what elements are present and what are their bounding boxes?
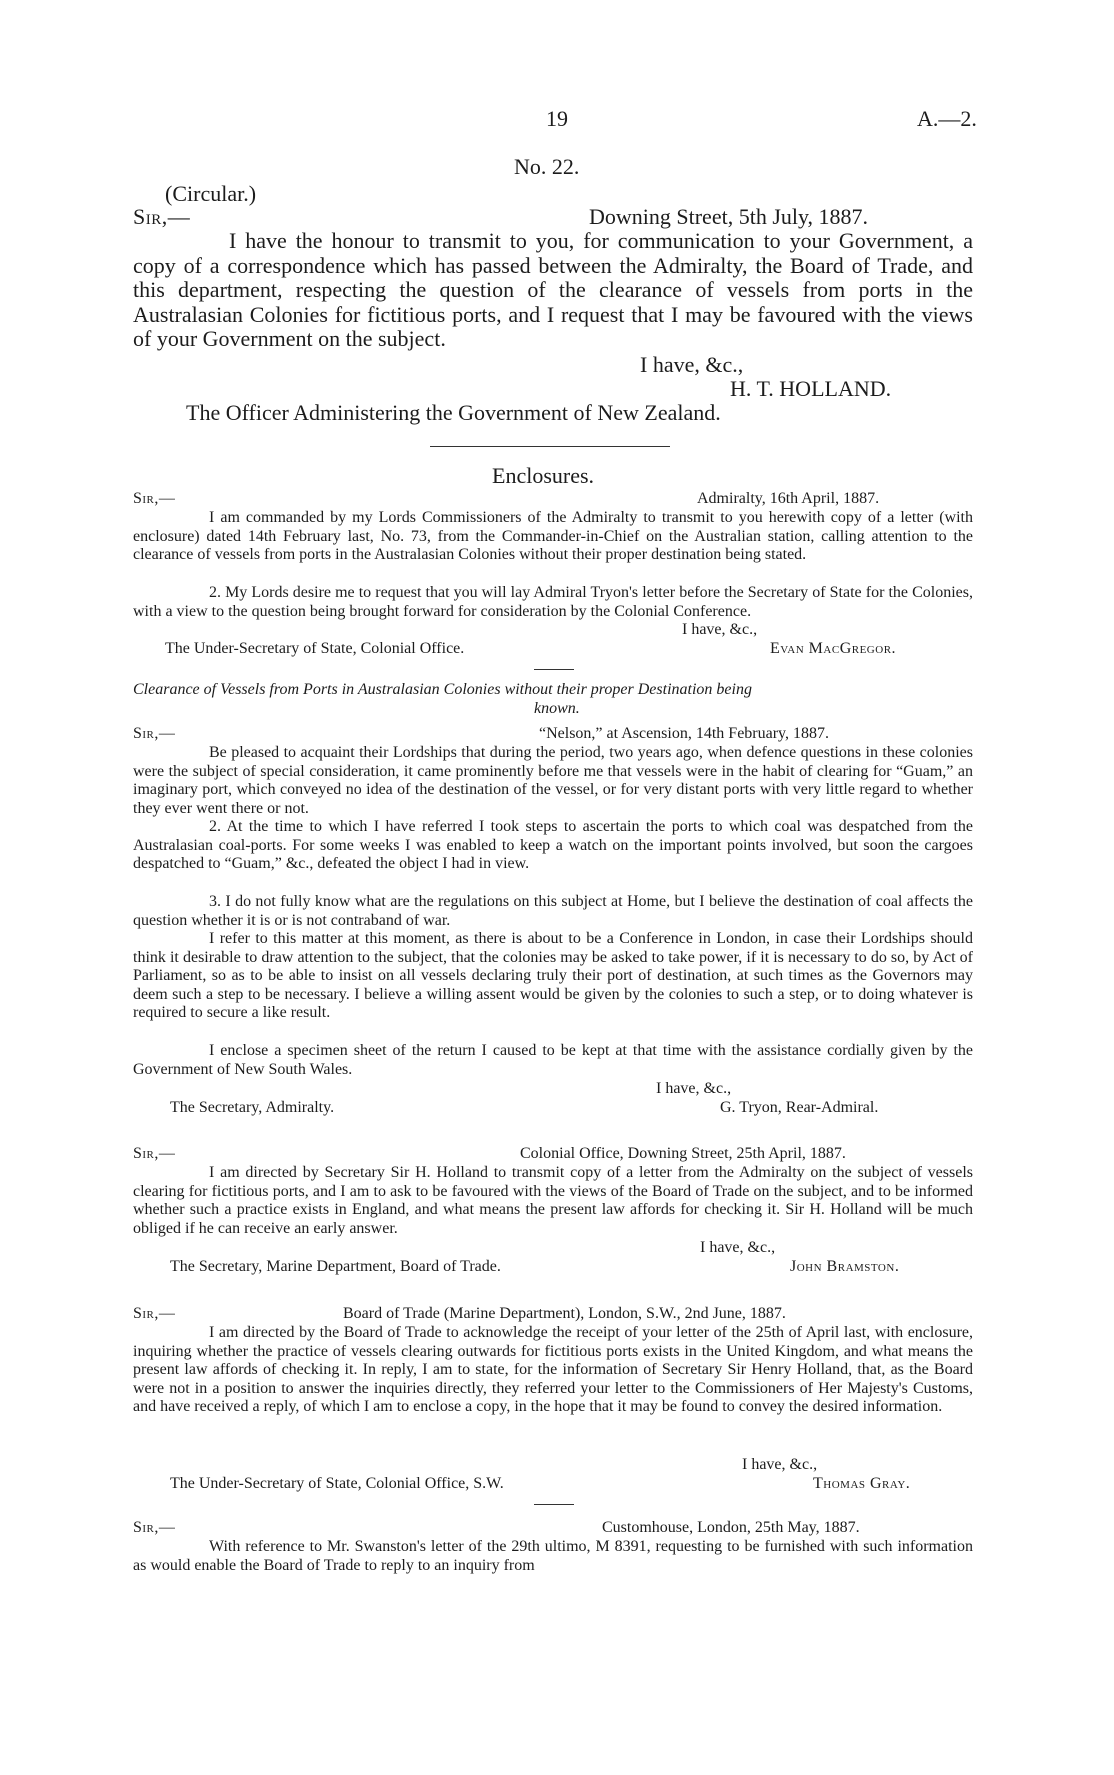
letter3-place-date: Colonial Office, Downing Street, 25th April, 1887.	[520, 1145, 846, 1162]
letter2-closing: I have, &c.,	[656, 1080, 732, 1097]
document-number: No. 22.	[514, 154, 580, 179]
letter5-salutation: Sir,—	[133, 1519, 176, 1536]
letter4-paragraph-1: I am directed by the Board of Trade to acknowledge the receipt of your letter of the 25th of April last, with enclosure, inquiring whether the practice of vessels clearing outwards for fictitious ports exists in the United Kingdom, and what means the present law affords of checking it. In reply, I am to state, for the information of Secretary Sir Henry Holland, that, as the Board were not in a position to answer the inquiries directly, they referred your letter to the Commissioners of Her Majesty's Customs, and have received a reply, of which I am to enclose a copy, in the hope that it may be found to convey the desired information.	[133, 1324, 973, 1416]
page-number: 19	[546, 106, 568, 131]
letter2-place-date: “Nelson,” at Ascension, 14th February, 1887.	[539, 725, 830, 742]
letter4-signature: Thomas Gray.	[813, 1475, 911, 1492]
circular-place-date: Downing Street, 5th July, 1887.	[589, 204, 869, 229]
letter2-paragraph-5: I enclose a specimen sheet of the return I caused to be kept at that time with the assistance cordially given by the Government of New South Wales.	[133, 1042, 973, 1078]
letter2-paragraph-1: Be pleased to acquaint their Lordships that during the period, two years ago, when defence questions in these colonies were the subject of special consideration, it came prominently before me that vessels were in the habit of clearing for “Guam,” an imaginary port, which conveyed no idea of the destination of the vessel, or for very distant ports with very little regard to whether they ever went there or not.	[133, 744, 973, 817]
letter5-paragraph-1: With reference to Mr. Swanston's letter of the 29th ultimo, M 8391, requesting to be furnished with such information as would enable the Board of Trade to reply to an inquiry from	[133, 1538, 973, 1574]
letter2-addressee: The Secretary, Admiralty.	[170, 1099, 335, 1116]
letter2-paragraph-3: 3. I do not fully know what are the regulations on this subject at Home, but I believe the destination of coal affects the question whether it is or is not contraband of war.	[133, 893, 973, 929]
letter3-salutation: Sir,—	[133, 1145, 176, 1162]
short-divider	[534, 1504, 574, 1505]
letter1-paragraph-1: I am commanded by my Lords Commissioners of the Admiralty to transmit to you herewith copy of a letter (with enclosure) dated 14th February last, No. 73, from the Commander-in-Chief on the Australian station, calling attention to the clearance of vessels from ports in the Australasian Colonies without their proper destination being stated.	[133, 509, 973, 564]
letter2-paragraph-4: I refer to this matter at this moment, as there is about to be a Conference in London, in case their Lordships should think it desirable to draw attention to the subject, that the colonies may be asked to take power, if it is necessary to do so, by Act of Parliament, so as to be able to insist on all vessels declaring truly their port of destination, at such times as the Governors may deem such a step to be necessary. I believe a willing assent would be given by the colonies to such a step, or to doing whatever is required to secure a like result.	[133, 930, 973, 1022]
circular-salutation: Sir,—	[133, 204, 191, 229]
circular-closing: I have, &c.,	[640, 352, 744, 377]
letter4-salutation: Sir,—	[133, 1305, 176, 1322]
letter2-title-line-2: known.	[534, 700, 580, 717]
letter2-signature: G. Tryon, Rear-Admiral.	[720, 1099, 879, 1116]
letter1-signature: Evan MacGregor.	[770, 640, 897, 657]
circular-body: I have the honour to transmit to you, for communication to your Government, a copy of a correspondence which has passed between the Admiralty, the Board of Trade, and this department, respecting the question of the clearance of vessels from ports in the Australasian Colonies for fictitious ports, and I request that I may be favoured with the views of your Government on the subject.	[133, 228, 973, 352]
letter1-place-date: Admiralty, 16th April, 1887.	[697, 490, 880, 507]
letter5-place-date: Customhouse, London, 25th May, 1887.	[602, 1519, 860, 1536]
section-divider	[430, 446, 670, 447]
short-divider	[534, 669, 574, 670]
letter4-closing: I have, &c.,	[742, 1456, 818, 1473]
letter1-salutation: Sir,—	[133, 490, 176, 507]
letter4-addressee: The Under-Secretary of State, Colonial Office, S.W.	[170, 1475, 504, 1492]
letter1-paragraph-2: 2. My Lords desire me to request that you will lay Admiral Tryon's letter before the Secretary of State for the Colonies, with a view to the question being brought forward for consideration by the Colonial Conference.	[133, 584, 973, 620]
letter1-closing: I have, &c.,	[682, 621, 758, 638]
letter2-title-line-1: Clearance of Vessels from Ports in Australasian Colonies without their proper Destination being	[133, 681, 752, 698]
letter3-paragraph-1: I am directed by Secretary Sir H. Holland to transmit copy of a letter from the Admiralty on the subject of vessels clearing for fictitious ports, and I am to ask to be favoured with the views of the Board of Trade on the subject, and to be informed whether such a practice exists in England, and what means the present law affords for checking it. Sir H. Holland will be much obliged if he can receive an early answer.	[133, 1164, 973, 1237]
circular-addressee: The Officer Administering the Government of New Zealand.	[186, 400, 721, 425]
letter1-addressee: The Under-Secretary of State, Colonial Office.	[165, 640, 465, 657]
letter3-addressee: The Secretary, Marine Department, Board of Trade.	[170, 1258, 501, 1275]
letter2-paragraph-2: 2. At the time to which I have referred I took steps to ascertain the ports to which coal was despatched from the Australasian coal-ports. For some weeks I was enabled to keep a watch on the important points involved, but soon the cargoes despatched to “Guam,” &c., defeated the object I had in view.	[133, 818, 973, 873]
letter3-signature: John Bramston.	[790, 1258, 900, 1275]
enclosures-heading: Enclosures.	[492, 463, 595, 488]
document-reference: A.—2.	[917, 106, 977, 131]
circular-label: (Circular.)	[165, 181, 257, 206]
letter4-place-date: Board of Trade (Marine Department), London, S.W., 2nd June, 1887.	[343, 1305, 786, 1322]
letter3-closing: I have, &c.,	[700, 1239, 776, 1256]
letter2-salutation: Sir,—	[133, 725, 176, 742]
circular-signature: H. T. HOLLAND.	[730, 376, 892, 401]
